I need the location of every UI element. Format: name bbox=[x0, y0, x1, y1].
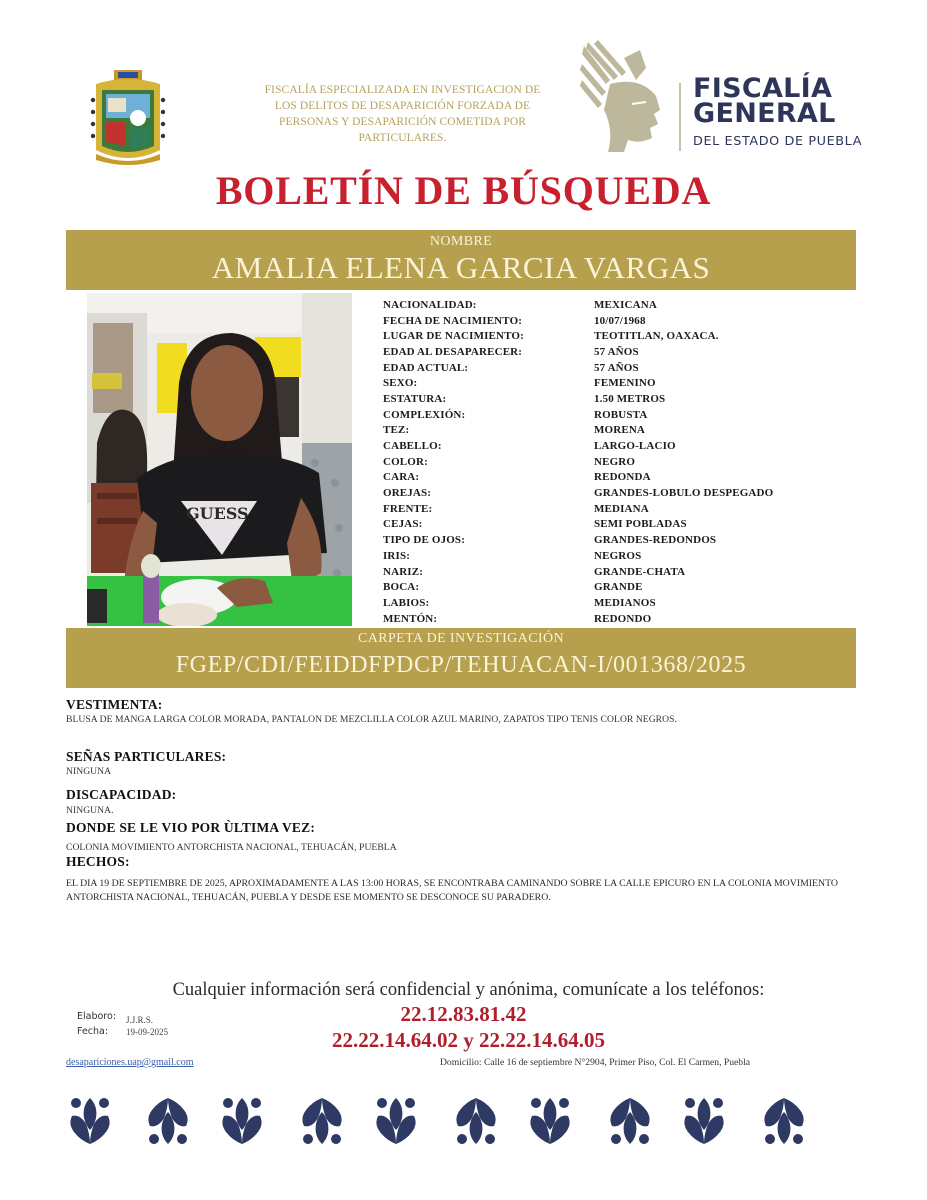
case-number: FGEP/CDI/FEIDDFPDCP/TEHUACAN-I/001368/2025 bbox=[175, 652, 747, 678]
attr-label: CABELLO: bbox=[383, 440, 442, 453]
agency-name bbox=[240, 82, 565, 146]
attr-label: OREJAS: bbox=[383, 487, 432, 500]
attr-label: NACIONALIDAD: bbox=[383, 298, 477, 311]
attr-label: IRIS: bbox=[383, 549, 411, 562]
attr-value: GRANDES-REDONDOS bbox=[594, 534, 717, 547]
fecha-label: Fecha: bbox=[77, 1026, 109, 1037]
discapacidad-title: DISCAPACIDAD: bbox=[66, 787, 177, 802]
attr-row-lugar-nacimiento bbox=[383, 328, 853, 344]
attr-label: MENTÓN: bbox=[383, 612, 438, 625]
attr-row-tipo-ojos bbox=[383, 532, 853, 548]
attr-value: FEMENINO bbox=[594, 377, 656, 390]
attr-label: TIPO DE OJOS: bbox=[383, 534, 466, 547]
state-coat-of-arms-icon bbox=[90, 70, 166, 168]
attr-row-color bbox=[383, 454, 853, 470]
attr-value: REDONDO bbox=[594, 612, 652, 625]
attr-row-fecha-nacimiento bbox=[383, 313, 853, 329]
attr-row-cejas bbox=[383, 517, 853, 533]
ultima-vez-text: COLONIA MOVIMIENTO ANTORCHISTA NACIONAL, TEHUACÁN, PUEBLA bbox=[66, 842, 397, 853]
contact-line: Cualquier información será confidencial y anónima, comunícate a los teléfonos: bbox=[172, 980, 765, 1000]
attr-value: NEGRO bbox=[594, 455, 636, 468]
vestimenta-text: BLUSA DE MANGA LARGA COLOR MORADA, PANTALON DE MEZCLILLA COLOR AZUL MARINO, ZAPATOS TIPO TENIS COLOR NEGROS. bbox=[66, 714, 677, 725]
attr-label: ESTATURA: bbox=[383, 392, 447, 405]
ultima-vez-title: DONDE SE LE VIO POR ÙLTIMA VEZ: bbox=[66, 820, 316, 835]
elaboro-value: J.J.R.S. bbox=[126, 1015, 154, 1025]
agency-line: FISCALÍA ESPECIALIZADA EN INVESTIGACION DE bbox=[264, 84, 541, 96]
elaboro-label: Elaboro: bbox=[77, 1011, 117, 1022]
attr-row-menton bbox=[383, 611, 853, 627]
name-band bbox=[66, 230, 856, 290]
attr-row-complexion bbox=[383, 407, 853, 423]
logo-text-general: GENERAL bbox=[693, 98, 836, 129]
fiscalia-logo bbox=[580, 40, 870, 155]
hechos-text: EL DIA 19 DE SEPTIEMBRE DE 2025, APROXIMADAMENTE A LAS 13:00 HORAS, SE ENCONTRABA CAMINANDO SOBRE LA CALLE EPICURO EN LA COLONIA MOVIMIENTO ANTORCHISTA NACIONAL, TEHUACÁN, PUEBLA Y DESDE ESE MOMENTO SE DESCONOCE SU PARADERO. bbox=[66, 878, 838, 903]
attr-row-nacionalidad bbox=[383, 297, 853, 313]
attr-value: MEDIANA bbox=[594, 502, 649, 515]
phone-number-primary: 22.12.83.81.42 bbox=[400, 1002, 527, 1026]
attr-label: EDAD AL DESAPARECER: bbox=[383, 345, 523, 358]
attr-value: TEOTITLAN, OAXACA. bbox=[594, 330, 719, 343]
attr-row-cabello bbox=[383, 438, 853, 454]
attr-value: MORENA bbox=[594, 424, 646, 437]
case-label: CARPETA DE INVESTIGACIÓN bbox=[357, 631, 565, 646]
attr-value: SEMI POBLADAS bbox=[594, 518, 687, 531]
attr-row-edad-desaparecer bbox=[383, 344, 853, 360]
missing-person-photo bbox=[87, 293, 352, 626]
senas-text: NINGUNA bbox=[66, 766, 112, 777]
attr-value: GRANDE bbox=[594, 581, 643, 594]
attr-label: LABIOS: bbox=[383, 596, 430, 609]
logo-text-state: DEL ESTADO DE PUEBLA bbox=[693, 134, 863, 149]
profile-head-icon bbox=[580, 40, 670, 155]
attr-label: SEXO: bbox=[383, 377, 418, 390]
logo-divider bbox=[679, 83, 681, 151]
senas-title: SEÑAS PARTICULARES: bbox=[66, 749, 227, 764]
attr-label: COMPLEXIÓN: bbox=[383, 408, 466, 421]
attr-row-estatura bbox=[383, 391, 853, 407]
attr-value: GRANDES-LOBULO DESPEGADO bbox=[594, 487, 774, 500]
attr-row-tez bbox=[383, 423, 853, 439]
attr-label: FECHA DE NACIMIENTO: bbox=[383, 314, 523, 327]
attr-label: BOCA: bbox=[383, 581, 420, 594]
attr-value: ROBUSTA bbox=[594, 408, 648, 421]
person-name: AMALIA ELENA GARCIA VARGAS bbox=[211, 250, 711, 285]
attr-value: 1.50 METROS bbox=[594, 392, 666, 405]
attr-row-iris bbox=[383, 548, 853, 564]
fecha-value: 19-09-2025 bbox=[126, 1027, 168, 1037]
hechos-title: HECHOS: bbox=[66, 854, 130, 869]
attr-value: 57 AÑOS bbox=[594, 345, 639, 358]
attr-label: COLOR: bbox=[383, 455, 428, 468]
email-link[interactable]: desapariciones.uap@gmail.com bbox=[66, 1057, 194, 1068]
case-band bbox=[66, 628, 856, 688]
attr-label: NARIZ: bbox=[383, 565, 424, 578]
agency-line: PARTICULARES. bbox=[358, 132, 447, 144]
attr-label: LUGAR DE NACIMIENTO: bbox=[383, 330, 524, 343]
svg-text:GUESS: GUESS bbox=[186, 504, 249, 523]
attr-row-labios bbox=[383, 595, 853, 611]
attr-label: FRENTE: bbox=[383, 502, 433, 515]
office-address: Domicilio: Calle 16 de septiembre N°2904, Primer Piso, Col. El Carmen, Puebla bbox=[440, 1057, 750, 1068]
attr-row-orejas bbox=[383, 485, 853, 501]
discapacidad-text: NINGUNA. bbox=[66, 805, 114, 816]
attr-value: GRANDE-CHATA bbox=[594, 565, 686, 578]
person-attributes bbox=[383, 297, 853, 626]
decorative-talavera-pattern-icon bbox=[66, 1090, 841, 1152]
attr-value: MEXICANA bbox=[594, 298, 657, 311]
attr-row-edad-actual bbox=[383, 360, 853, 376]
vestimenta-title: VESTIMENTA: bbox=[66, 697, 163, 712]
logo-text-fiscalia: FISCALÍA bbox=[693, 73, 833, 104]
attr-value: REDONDA bbox=[594, 471, 651, 484]
attr-label: TEZ: bbox=[383, 424, 410, 437]
name-label: NOMBRE bbox=[429, 234, 493, 249]
attr-row-nariz bbox=[383, 564, 853, 580]
agency-line: PERSONAS Y DESAPARICIÓN COMETIDA POR bbox=[278, 116, 527, 128]
attr-value: 57 AÑOS bbox=[594, 361, 639, 374]
attr-row-cara bbox=[383, 470, 853, 486]
attr-row-frente bbox=[383, 501, 853, 517]
attr-row-boca bbox=[383, 579, 853, 595]
attr-value: LARGO-LACIO bbox=[594, 440, 676, 453]
attr-value: NEGROS bbox=[594, 549, 642, 562]
attr-row-sexo bbox=[383, 375, 853, 391]
bulletin-title: BOLETÍN DE BÚSQUEDA bbox=[215, 168, 712, 213]
attr-label: CEJAS: bbox=[383, 518, 423, 531]
phone-numbers-secondary: 22.22.14.64.02 y 22.22.14.64.05 bbox=[332, 1028, 605, 1052]
agency-line: LOS DELITOS DE DESAPARICIÓN FORZADA DE bbox=[274, 100, 531, 112]
attr-value: 10/07/1968 bbox=[594, 314, 646, 327]
attr-label: CARA: bbox=[383, 471, 420, 484]
attr-label: EDAD ACTUAL: bbox=[383, 361, 469, 374]
attr-value: MEDIANOS bbox=[594, 596, 656, 609]
